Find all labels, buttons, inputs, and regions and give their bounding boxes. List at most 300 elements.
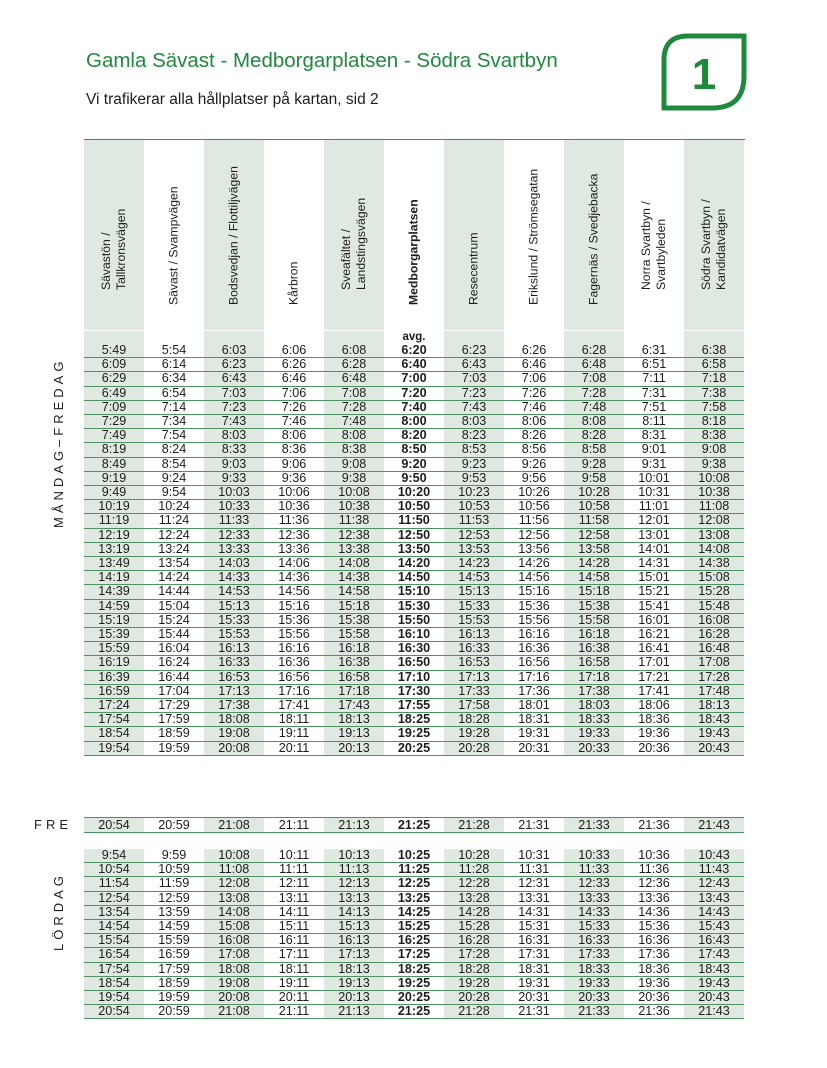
time-cell: 15:13	[324, 920, 384, 934]
time-cell: 6:28	[564, 344, 624, 358]
time-cell: 16:28	[444, 934, 504, 948]
table-row	[84, 372, 744, 386]
stop-name	[339, 198, 369, 290]
time-cell: 9:54	[144, 486, 204, 500]
time-cell: 19:54	[84, 741, 144, 755]
time-cell: 15:39	[84, 628, 144, 642]
time-cell: 13:54	[84, 905, 144, 919]
time-cell: 7:08	[324, 386, 384, 400]
time-cell: 10:25	[384, 849, 444, 863]
time-cell: 8:08	[564, 415, 624, 429]
time-cell: 15:33	[204, 613, 264, 627]
time-cell: 21:13	[324, 1005, 384, 1019]
time-cell: 17:38	[564, 684, 624, 698]
time-cell: 10:01	[624, 471, 684, 485]
stop-header-7	[504, 140, 564, 330]
time-cell: 14:06	[264, 557, 324, 571]
stop-header-row	[84, 140, 745, 330]
time-cell: 7:26	[504, 386, 564, 400]
time-cell: 14:33	[204, 571, 264, 585]
time-cell: 9:56	[504, 471, 564, 485]
time-cell: 9:58	[564, 471, 624, 485]
time-cell: 13:56	[504, 542, 564, 556]
time-cell: 8:36	[264, 443, 324, 457]
time-cell: 16:54	[84, 948, 144, 962]
time-cell: 14:56	[264, 585, 324, 599]
time-cell: 8:08	[324, 429, 384, 443]
time-cell: 10:23	[444, 486, 504, 500]
stop-header-1	[144, 140, 204, 330]
time-cell: 6:51	[624, 358, 684, 372]
time-cell: 15:56	[504, 613, 564, 627]
time-cell: 17:59	[144, 713, 204, 727]
time-cell: 18:43	[684, 713, 744, 727]
time-cell: 14:31	[504, 905, 564, 919]
table-row	[84, 528, 744, 542]
time-cell: 18:06	[624, 699, 684, 713]
time-cell: 14:31	[624, 557, 684, 571]
time-cell: 6:20	[384, 344, 444, 358]
time-cell: 11:25	[384, 863, 444, 877]
time-cell: 18:08	[204, 713, 264, 727]
time-cell: 17:54	[84, 962, 144, 976]
stop-name-line: Svartbyleden	[654, 218, 668, 290]
time-cell: 10:31	[504, 849, 564, 863]
section-label-saturday: LÖRDAG	[51, 872, 66, 951]
time-cell: 13:59	[144, 905, 204, 919]
time-cell: 8:50	[384, 443, 444, 457]
time-cell: 6:14	[144, 358, 204, 372]
time-cell: 16:53	[444, 656, 504, 670]
time-cell: 15:08	[204, 920, 264, 934]
time-cell: 17:43	[684, 948, 744, 962]
stop-name-line: Landstingsvägen	[354, 197, 368, 290]
time-cell: 16:18	[324, 642, 384, 656]
time-cell: 17:18	[564, 670, 624, 684]
stop-name	[227, 166, 242, 305]
route-number-logo	[660, 32, 748, 112]
time-cell: 12:25	[384, 877, 444, 891]
time-cell: 13:50	[384, 542, 444, 556]
table-row	[84, 557, 744, 571]
time-cell: 21:28	[444, 818, 504, 833]
time-cell: 13:19	[84, 542, 144, 556]
time-cell: 5:54	[144, 344, 204, 358]
time-cell: 16:33	[204, 656, 264, 670]
time-cell: 21:28	[444, 1005, 504, 1019]
time-cell: 15:53	[444, 613, 504, 627]
time-cell: 17:41	[264, 699, 324, 713]
time-cell: 17:18	[324, 684, 384, 698]
time-cell: 12:59	[144, 891, 204, 905]
time-cell: 10:36	[264, 500, 324, 514]
time-cell: 10:38	[324, 500, 384, 514]
time-cell: 7:40	[384, 400, 444, 414]
table-row	[84, 429, 744, 443]
table-row	[84, 457, 744, 471]
avg-cell: avg.	[402, 331, 426, 343]
time-cell: 21:11	[264, 1005, 324, 1019]
time-cell: 6:48	[564, 358, 624, 372]
time-cell: 14:33	[564, 905, 624, 919]
time-cell: 8:58	[564, 443, 624, 457]
time-cell: 9:38	[684, 457, 744, 471]
time-cell: 15:16	[264, 599, 324, 613]
time-cell: 9:36	[264, 471, 324, 485]
table-row	[84, 400, 744, 414]
time-cell: 6:31	[624, 344, 684, 358]
time-cell: 6:28	[324, 358, 384, 372]
time-cell: 20:36	[624, 741, 684, 755]
time-cell: 15:53	[204, 628, 264, 642]
time-cell: 17:36	[624, 948, 684, 962]
time-cell: 9:59	[144, 849, 204, 863]
avg-cell	[504, 331, 564, 344]
time-cell: 7:11	[624, 372, 684, 386]
time-cell: 19:13	[324, 976, 384, 990]
avg-cell	[624, 331, 684, 344]
time-cell: 16:41	[624, 642, 684, 656]
time-cell: 21:08	[204, 818, 264, 833]
departure-note-row	[84, 331, 745, 344]
time-cell: 21:36	[624, 818, 684, 833]
time-cell: 10:08	[204, 849, 264, 863]
stop-name-line: Tallkronsvägen	[114, 208, 128, 290]
time-cell: 14:43	[684, 905, 744, 919]
time-cell: 14:58	[324, 585, 384, 599]
time-cell: 12:36	[624, 877, 684, 891]
time-cell: 17:13	[204, 684, 264, 698]
time-cell: 8:18	[684, 415, 744, 429]
time-cell: 10:56	[504, 500, 564, 514]
time-cell: 21:31	[504, 1005, 564, 1019]
time-cell: 7:23	[204, 400, 264, 414]
time-cell: 7:20	[384, 386, 444, 400]
time-cell: 9:24	[144, 471, 204, 485]
time-cell: 18:13	[684, 699, 744, 713]
time-cell: 17:48	[684, 684, 744, 698]
time-cell: 8:20	[384, 429, 444, 443]
table-row	[84, 818, 744, 833]
time-cell: 21:31	[504, 818, 564, 833]
time-cell: 16:08	[204, 934, 264, 948]
time-cell: 12:43	[684, 877, 744, 891]
time-cell: 16:01	[624, 613, 684, 627]
stop-name	[407, 199, 422, 305]
time-cell: 17:28	[684, 670, 744, 684]
time-cell: 16:50	[384, 656, 444, 670]
time-cell: 20:59	[144, 1005, 204, 1019]
time-cell: 8:00	[384, 415, 444, 429]
time-cell: 14:08	[684, 542, 744, 556]
time-cell: 13:01	[624, 528, 684, 542]
time-cell: 20:13	[324, 741, 384, 755]
time-cell: 15:28	[444, 920, 504, 934]
time-cell: 14:36	[624, 905, 684, 919]
time-cell: 14:26	[504, 557, 564, 571]
stop-header-2	[204, 140, 264, 330]
time-cell: 16:28	[684, 628, 744, 642]
time-cell: 18:28	[444, 962, 504, 976]
time-cell: 8:33	[204, 443, 264, 457]
time-cell: 15:43	[684, 920, 744, 934]
time-cell: 17:13	[444, 670, 504, 684]
time-cell: 12:33	[204, 528, 264, 542]
time-cell: 10:08	[684, 471, 744, 485]
table-row	[84, 684, 744, 698]
time-cell: 11:54	[84, 877, 144, 891]
time-cell: 11:01	[624, 500, 684, 514]
time-cell: 16:30	[384, 642, 444, 656]
stop-name-line: Sveafältet /	[339, 229, 353, 290]
time-cell: 19:31	[504, 727, 564, 741]
time-cell: 13:33	[204, 542, 264, 556]
table-row	[84, 991, 744, 1005]
section-label-friday: FRE	[34, 817, 72, 832]
table-row	[84, 962, 744, 976]
time-cell: 10:03	[204, 486, 264, 500]
time-cell: 16:33	[444, 642, 504, 656]
time-cell: 16:16	[504, 628, 564, 642]
time-cell: 13:33	[564, 891, 624, 905]
avg-cell	[684, 331, 744, 344]
time-cell: 15:56	[264, 628, 324, 642]
time-cell: 17:38	[204, 699, 264, 713]
time-cell: 9:08	[684, 443, 744, 457]
time-cell: 16:18	[564, 628, 624, 642]
time-cell: 9:28	[564, 457, 624, 471]
time-cell: 19:33	[564, 976, 624, 990]
stop-name	[167, 186, 182, 305]
time-cell: 10:43	[684, 849, 744, 863]
time-cell: 16:38	[324, 656, 384, 670]
time-cell: 17:10	[384, 670, 444, 684]
stop-header-5	[384, 140, 444, 330]
time-cell: 15:30	[384, 599, 444, 613]
time-cell: 19:54	[84, 991, 144, 1005]
table-row	[84, 628, 744, 642]
time-cell: 13:25	[384, 891, 444, 905]
stop-name-line: Norra Svartbyn /	[639, 201, 653, 290]
stop-header-4	[324, 140, 384, 330]
time-cell: 16:48	[684, 642, 744, 656]
time-cell: 7:51	[624, 400, 684, 414]
time-cell: 11:28	[444, 863, 504, 877]
time-cell: 19:08	[204, 727, 264, 741]
time-cell: 6:58	[684, 358, 744, 372]
time-cell: 7:06	[264, 386, 324, 400]
time-cell: 17:04	[144, 684, 204, 698]
time-cell: 20:28	[444, 741, 504, 755]
time-cell: 18:43	[684, 962, 744, 976]
time-cell: 20:43	[684, 991, 744, 1005]
time-cell: 10:53	[444, 500, 504, 514]
time-cell: 11:24	[144, 514, 204, 528]
table-row	[84, 670, 744, 684]
time-cell: 15:33	[564, 920, 624, 934]
time-cell: 12:08	[204, 877, 264, 891]
time-cell: 6:46	[264, 372, 324, 386]
time-cell: 16:13	[324, 934, 384, 948]
time-cell: 13:11	[264, 891, 324, 905]
time-cell: 17:54	[84, 713, 144, 727]
time-cell: 9:23	[444, 457, 504, 471]
stop-header-6	[444, 140, 504, 330]
time-cell: 13:49	[84, 557, 144, 571]
stop-name-line: Sävastön /	[99, 232, 113, 290]
time-cell: 14:20	[384, 557, 444, 571]
time-cell: 15:36	[624, 920, 684, 934]
table-row	[84, 877, 744, 891]
time-cell: 6:38	[684, 344, 744, 358]
time-cell: 16:43	[684, 934, 744, 948]
time-cell: 20:25	[384, 991, 444, 1005]
table-row	[84, 599, 744, 613]
time-cell: 6:49	[84, 386, 144, 400]
time-cell: 6:29	[84, 372, 144, 386]
time-cell: 17:29	[144, 699, 204, 713]
time-cell: 15:16	[504, 585, 564, 599]
time-cell: 10:58	[564, 500, 624, 514]
table-row	[84, 948, 744, 962]
time-cell: 16:56	[264, 670, 324, 684]
time-cell: 19:33	[564, 727, 624, 741]
time-cell: 8:24	[144, 443, 204, 457]
time-cell: 18:11	[264, 713, 324, 727]
time-cell: 14:25	[384, 905, 444, 919]
avg-cell	[204, 331, 264, 344]
time-cell: 7:46	[264, 415, 324, 429]
time-cell: 12:13	[324, 877, 384, 891]
time-cell: 13:08	[684, 528, 744, 542]
time-cell: 15:24	[144, 613, 204, 627]
table-row	[84, 471, 744, 485]
time-cell: 14:53	[204, 585, 264, 599]
time-cell: 10:19	[84, 500, 144, 514]
stop-name	[699, 199, 729, 290]
time-cell: 19:28	[444, 976, 504, 990]
time-cell: 18:13	[324, 713, 384, 727]
time-cell: 8:03	[204, 429, 264, 443]
time-cell: 17:59	[144, 962, 204, 976]
stop-name	[467, 233, 482, 305]
table-row	[84, 920, 744, 934]
time-cell: 14:39	[84, 585, 144, 599]
time-cell: 13:53	[444, 542, 504, 556]
time-cell: 21:43	[684, 1005, 744, 1019]
time-cell: 12:19	[84, 528, 144, 542]
time-cell: 16:39	[84, 670, 144, 684]
time-cell: 15:36	[504, 599, 564, 613]
time-cell: 14:23	[444, 557, 504, 571]
time-cell: 7:26	[264, 400, 324, 414]
time-cell: 17:16	[504, 670, 564, 684]
time-cell: 14:11	[264, 905, 324, 919]
stop-name-line: Medborgarplatsen	[406, 199, 421, 305]
time-cell: 15:50	[384, 613, 444, 627]
time-cell: 9:31	[624, 457, 684, 471]
time-cell: 17:41	[624, 684, 684, 698]
time-cell: 18:25	[384, 713, 444, 727]
time-cell: 14:54	[84, 920, 144, 934]
time-cell: 14:08	[204, 905, 264, 919]
timetable-weekday	[84, 344, 744, 756]
time-cell: 11:33	[204, 514, 264, 528]
time-cell: 11:53	[444, 514, 504, 528]
time-cell: 12:38	[324, 528, 384, 542]
time-cell: 7:06	[504, 372, 564, 386]
time-cell: 19:59	[144, 741, 204, 755]
time-cell: 16:10	[384, 628, 444, 642]
time-cell: 19:36	[624, 727, 684, 741]
time-cell: 21:13	[324, 818, 384, 833]
time-cell: 12:31	[504, 877, 564, 891]
time-cell: 6:54	[144, 386, 204, 400]
table-row	[84, 727, 744, 741]
time-cell: 15:10	[384, 585, 444, 599]
stop-header-9	[624, 140, 684, 330]
time-cell: 7:34	[144, 415, 204, 429]
time-cell: 16:59	[84, 684, 144, 698]
time-cell: 14:59	[84, 599, 144, 613]
stop-name	[287, 262, 302, 305]
time-cell: 15:13	[444, 585, 504, 599]
table-row	[84, 849, 744, 863]
time-cell: 10:59	[144, 863, 204, 877]
time-cell: 9:38	[324, 471, 384, 485]
time-cell: 15:59	[84, 642, 144, 656]
time-cell: 11:56	[504, 514, 564, 528]
time-cell: 5:49	[84, 344, 144, 358]
time-cell: 14:28	[564, 557, 624, 571]
table-row	[84, 891, 744, 905]
time-cell: 14:44	[144, 585, 204, 599]
time-cell: 17:25	[384, 948, 444, 962]
time-cell: 14:19	[84, 571, 144, 585]
time-cell: 8:54	[144, 457, 204, 471]
time-cell: 16:56	[504, 656, 564, 670]
time-cell: 16:36	[504, 642, 564, 656]
time-cell: 13:54	[144, 557, 204, 571]
time-cell: 15:04	[144, 599, 204, 613]
time-cell: 19:08	[204, 976, 264, 990]
time-cell: 11:50	[384, 514, 444, 528]
time-cell: 6:26	[264, 358, 324, 372]
time-cell: 17:01	[624, 656, 684, 670]
time-cell: 19:11	[264, 727, 324, 741]
time-cell: 16:58	[564, 656, 624, 670]
time-cell: 18:28	[444, 713, 504, 727]
time-cell: 12:28	[444, 877, 504, 891]
time-cell: 19:28	[444, 727, 504, 741]
time-cell: 16:44	[144, 670, 204, 684]
time-cell: 12:33	[564, 877, 624, 891]
time-cell: 18:33	[564, 713, 624, 727]
table-row	[84, 934, 744, 948]
time-cell: 17:21	[624, 670, 684, 684]
time-cell: 8:49	[84, 457, 144, 471]
time-cell: 7:49	[84, 429, 144, 443]
time-cell: 14:13	[324, 905, 384, 919]
time-cell: 9:08	[324, 457, 384, 471]
time-cell: 18:11	[264, 962, 324, 976]
time-cell: 17:28	[444, 948, 504, 962]
time-cell: 10:28	[444, 849, 504, 863]
time-cell: 17:08	[204, 948, 264, 962]
time-cell: 6:43	[444, 358, 504, 372]
time-cell: 6:23	[444, 344, 504, 358]
time-cell: 10:33	[564, 849, 624, 863]
